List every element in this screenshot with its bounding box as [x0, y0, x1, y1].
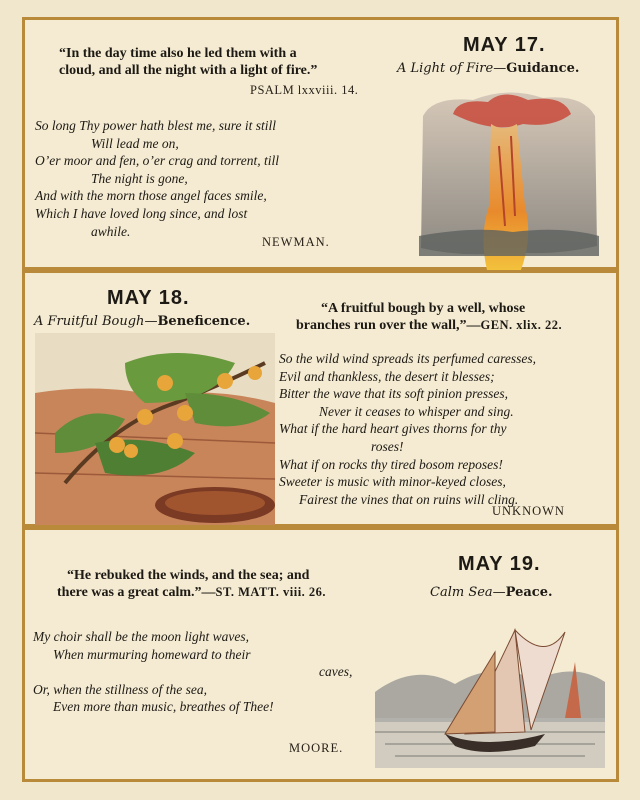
entry-subtitle	[397, 61, 579, 76]
scripture-quote	[296, 300, 618, 334]
fruit	[217, 373, 233, 389]
poem-line: What if on rocks thy tired bosom reposes!	[279, 456, 503, 472]
scripture-line: “A fruitful bough by a well, whose	[321, 301, 526, 316]
poem-line: What if the hard heart gives thorns for thy	[279, 421, 507, 437]
poem-line: roses!	[371, 438, 404, 454]
fruit	[157, 375, 173, 391]
scripture-reference: PSALM lxxviii. 14.	[250, 83, 359, 97]
entry-theme: Peace.	[505, 585, 553, 600]
title-dash: —	[492, 585, 506, 600]
poem-line: When murmuring homeward to their	[53, 646, 251, 662]
entry-subtitle	[430, 585, 553, 600]
poem-line: Or, when the stillness of the sea,	[33, 681, 207, 697]
poem-line: Never it ceases to whisper and sing.	[319, 403, 514, 419]
poem-line: So long Thy power hath blest me, sure it still	[35, 118, 276, 133]
poem-line: Sweeter is music with minor-keyed closes,	[279, 474, 506, 490]
poem-line: And with the morn those angel faces smile,	[35, 188, 267, 204]
entry-may-19	[22, 527, 619, 782]
fruit	[137, 409, 153, 425]
title-dash: —	[144, 314, 158, 329]
poem	[33, 628, 352, 716]
entry-may-18	[22, 270, 619, 527]
poem-line: awhile.	[91, 223, 131, 239]
poem-line: caves,	[319, 664, 353, 680]
scripture-line: cloud, and all the night with a light of fire.”	[59, 63, 318, 78]
fruit	[124, 444, 138, 458]
entry-title: A Light of Fire	[397, 61, 494, 76]
entry-theme: Beneficence.	[157, 314, 251, 329]
fruitful-bough-illustration	[35, 333, 275, 525]
poem-line: Will lead me on,	[91, 135, 179, 151]
poem-author: UNKNOWN	[492, 504, 565, 518]
poem-line: Even more than music, breathes of Thee!	[53, 699, 274, 715]
entry-subtitle	[34, 314, 250, 329]
pillar-of-fire-illustration	[413, 86, 603, 270]
scripture-line-text: there was a great calm.”—	[57, 585, 216, 600]
scripture-quote	[57, 567, 387, 601]
poem-line: O’er moor and fen, o’er crag and torrent, till	[35, 153, 279, 169]
scripture-line	[296, 317, 618, 334]
title-dash: —	[493, 61, 507, 76]
well-rim	[165, 491, 265, 515]
scripture-reference: GEN. xlix. 22.	[480, 318, 563, 332]
poem-line: Fairest the vines that on ruins will cling.	[299, 491, 519, 507]
poem	[35, 117, 279, 240]
entry-date: MAY 18.	[107, 287, 190, 309]
fruit	[109, 437, 125, 453]
poem-author: NEWMAN.	[262, 235, 330, 249]
entry-date: MAY 19.	[458, 553, 541, 575]
poem-line: So the wild wind spreads its perfumed caresses,	[279, 351, 536, 366]
poem-line: Evil and thankless, the desert it blesses;	[279, 368, 495, 384]
scripture-line: “In the day time also he led them with a	[59, 46, 297, 61]
scripture-quote	[59, 45, 399, 79]
poem-line: Which I have loved long since, and lost	[35, 205, 248, 221]
poem	[279, 350, 536, 508]
fruit	[167, 433, 183, 449]
poem-author: MOORE.	[289, 741, 344, 755]
entry-may-17	[22, 17, 619, 270]
entry-title: A Fruitful Bough	[34, 314, 145, 329]
fruit	[248, 366, 262, 380]
scripture-line	[57, 584, 387, 601]
entry-theme: Guidance.	[506, 61, 580, 76]
scripture-line: “He rebuked the winds, and the sea; and	[67, 568, 310, 583]
entry-title: Calm Sea	[430, 585, 493, 600]
scripture-reference: ST. MATT. viii. 26.	[215, 585, 327, 599]
poem-line: The night is gone,	[91, 170, 188, 186]
fruit	[177, 405, 193, 421]
scripture-line-text: branches run over the wall,”—	[296, 318, 481, 333]
poem-line: Bitter the wave that its soft pinion presses,	[279, 386, 508, 402]
poem-line: My choir shall be the moon light waves,	[33, 629, 249, 644]
water-shape	[419, 230, 599, 256]
calm-sea-illustration	[375, 622, 605, 772]
entry-date: MAY 17.	[463, 34, 546, 56]
